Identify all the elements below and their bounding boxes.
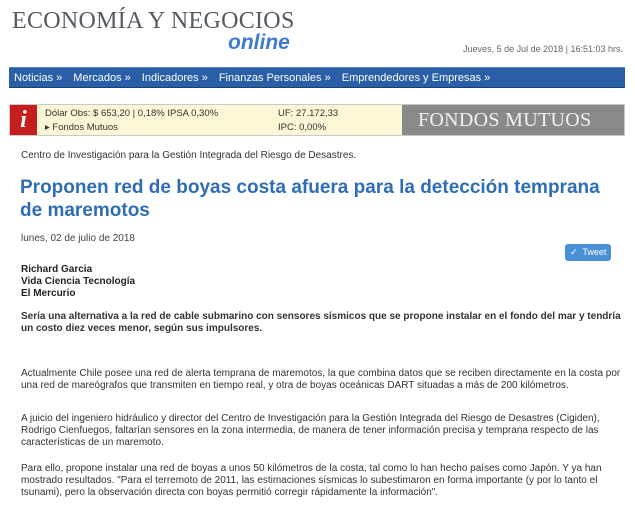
- nav-item-indicadores[interactable]: Indicadores »: [141, 71, 208, 84]
- author-publication: El Mercurio: [21, 288, 76, 299]
- article-authors: [21, 264, 135, 300]
- author-section: Vida Ciencia Tecnología: [21, 276, 136, 287]
- ticker-fondos-mutuos-link[interactable]: ▸ Fondos Mutuos: [45, 122, 118, 133]
- twitter-bird-icon: ✓: [570, 247, 578, 257]
- nav-item-finanzas-personales[interactable]: Finanzas Personales »: [218, 71, 331, 84]
- article-date: lunes, 02 de julio de 2018: [21, 233, 135, 244]
- nav-item-noticias[interactable]: Noticias »: [14, 71, 63, 84]
- article-title: Proponen red de boyas costa afuera para la detección temprana de maremotos: [20, 177, 600, 221]
- nav-item-mercados[interactable]: Mercados »: [73, 71, 131, 84]
- article-paragraph: Actualmente Chile posee una red de alerta temprana de maremotos, la que combina datos que se reciben directamente en la costa por una red de mareógrafos que transmiten en tiempo real, y otra de boyas oceánicas DART situadas a más de 200 kilómetros.: [21, 368, 621, 391]
- site-logo[interactable]: ECONOMÍA Y NEGOCIOS: [12, 8, 295, 34]
- market-ticker: [9, 104, 625, 136]
- nav-item-emprendedores[interactable]: Emprendedores y Empresas »: [341, 71, 491, 84]
- article-paragraph: Para ello, propone instalar una red de boyas a unos 50 kilómetros de la costa, tal como lo han hecho países como Japón. Y ya han mostrado resultados. "Para el terremoto de 2011, las estimaciones sísmicas lo subestimaron en forma importante (y por lo tanto el tsunami), pero la observación directa con boyas permitió corregir rápidamente la información".: [21, 463, 602, 498]
- tweet-label: Tweet: [582, 247, 607, 257]
- tweet-button[interactable]: [565, 244, 611, 261]
- article-lead: Sería una alternativa a la red de cable submarino con sensores sísmicos que se propone instalar en el fondo del mar y tendría un costo diez veces menor, según sus impulsores.: [21, 311, 621, 334]
- main-nav: [9, 67, 625, 88]
- fondos-mutuos-banner[interactable]: FONDOS MUTUOS: [402, 105, 624, 135]
- ticker-uf: UF: 27.172,33: [278, 108, 339, 119]
- ticker-ipc: IPC: 0,00%: [278, 122, 327, 133]
- author-name: Richard Garcia: [21, 264, 93, 275]
- site-header: [0, 0, 635, 66]
- ticker-dolar-ipsa: Dólar Obs: $ 653,20 | 0,18% IPSA 0,30%: [45, 108, 219, 119]
- header-date: Jueves, 5 de Jul de 2018 | 16:51:03 hrs.: [463, 44, 623, 54]
- site-logo-online[interactable]: online: [228, 31, 290, 54]
- article-paragraph: A juicio del ingeniero hidráulico y director del Centro de Investigación para la Gestión Integrada del Riesgo de Desastres (Cigiden), Rodrigo Cienfuegos, faltarían sensores en la zona intermedia, de manera de tener información precisa y temprana respecto de las características de un maremoto.: [21, 413, 600, 448]
- article-source: Centro de Investigación para la Gestión Integrada del Riesgo de Desastres.: [21, 150, 357, 161]
- info-icon: i: [10, 105, 37, 135]
